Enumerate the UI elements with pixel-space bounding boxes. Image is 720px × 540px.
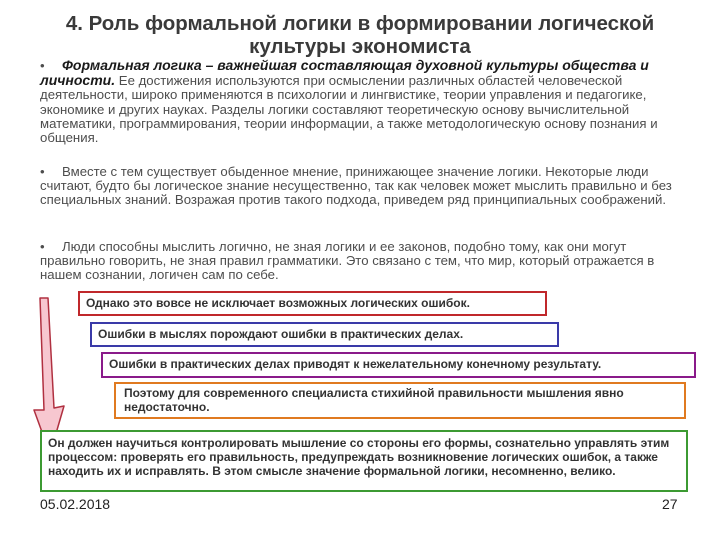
paragraph-3 bbox=[40, 240, 695, 283]
slide-date: 05.02.2018 bbox=[40, 496, 111, 512]
callout-box-5: Он должен научиться контролировать мышление со стороны его формы, сознательно управлять этим процессом: проверять его правильность, предупреждать возникновение логических ошибок, а также находить их и исправлять. В этом смысле значение формальной логики, несомненно, велико. bbox=[40, 430, 688, 492]
paragraph-2 bbox=[40, 165, 695, 208]
callout-box-4: Поэтому для современного специалиста стихийной правильности мышления явно недостаточно. bbox=[114, 382, 686, 419]
page-number: 27 bbox=[662, 496, 678, 512]
slide-title bbox=[40, 12, 680, 58]
paragraph-1-emphasis: Формальная логика – важнейшая составляющая духовной культуры общества и личности. bbox=[40, 57, 649, 89]
paragraph-3-text: Люди способны мыслить логично, не зная логики и ее законов, подобно тому, как они могут правильно говорить, не зная правил грамматики. Это связано с тем, что мир, который отражается в нашем сознании, логичен сам по себе. bbox=[40, 239, 655, 283]
title-line-2: культуры экономиста bbox=[249, 35, 471, 58]
paragraph-1 bbox=[40, 58, 695, 145]
bullet-icon: • bbox=[40, 164, 45, 179]
callout-box-3: Ошибки в практических делах приводят к нежелательному конечному результату. bbox=[101, 352, 696, 378]
callout-box-1: Однако это вовсе не исключает возможных логических ошибок. bbox=[78, 291, 547, 316]
paragraph-2-text: Вместе с тем существует обыденное мнение, принижающее значение логики. Некоторые люди считают, будто бы логическое знание несущественно, так как человек может мыслить правильно и без специальных знаний. Возражая против такого подхода, приведем ряд принципиальных соображений. bbox=[40, 164, 672, 208]
bullet-icon: • bbox=[40, 239, 45, 254]
title-line-1: 4. Роль формальной логики в формировании логической bbox=[65, 12, 655, 35]
bullet-icon: • bbox=[40, 58, 45, 73]
callout-box-2: Ошибки в мыслях порождают ошибки в практических делах. bbox=[90, 322, 559, 347]
paragraph-1-text: Ее достижения используются при осмыслении различных областей человеческой деятельности, широко применяются в психологии и лингвистике, теории управления и педагогике, экономике и других науках. Разделы логики составляют теоретическую основу вычислительной математики, программирования, теории информации, а также методологическую основу познания и общения. bbox=[40, 73, 658, 146]
